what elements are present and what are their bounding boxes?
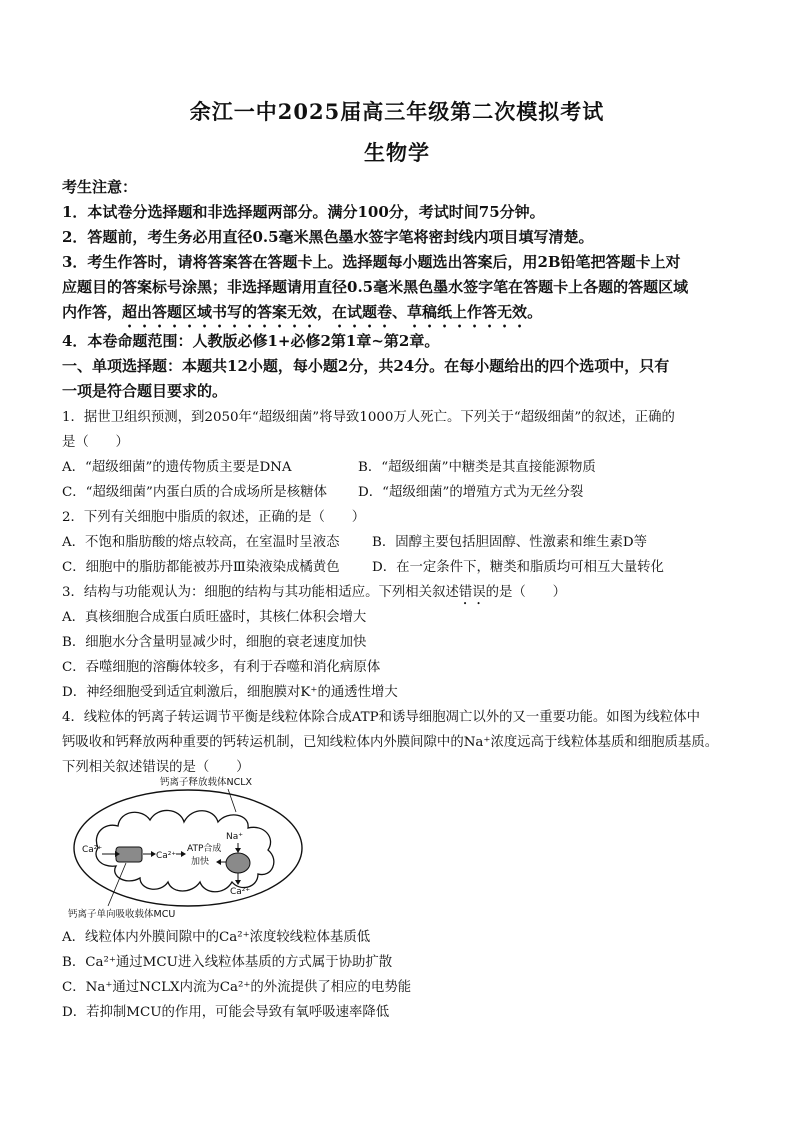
q3-option-d: D．神经细胞受到适宜刺激后，细胞膜对K⁺的通透性增大 — [62, 685, 398, 700]
section-heading-line-1: 一、单项选择题：本题共12小题，每小题2分，共24分。在每小题给出的四个选项中，只有 — [62, 357, 670, 375]
q1-option-b: B．“超级细菌”中糖类是其直接能源物质 — [358, 460, 596, 475]
q1-option-a: A．“超级细菌”的遗传物质主要是DNA — [62, 460, 292, 475]
q4-option-d: D．若抑制MCU的作用，可能会导致有氧呼吸速率降低 — [62, 1005, 390, 1020]
q2-option-a: A．不饱和脂肪酸的熔点较高，在室温时呈液态 — [62, 535, 340, 550]
q4-stem-line-3: 下列相关叙述错误的是（ ） — [62, 760, 250, 775]
notice-heading: 考生注意： — [62, 178, 138, 196]
q3-option-c: C．吞噬细胞的溶酶体较多，有利于吞噬和消化病原体 — [62, 660, 381, 675]
label-mcu: 钙离子单向吸收载体MCU — [68, 909, 176, 920]
q3-option-a: A．真核细胞合成蛋白质旺盛时，其核仁体积会增大 — [62, 610, 367, 625]
notice-item-4: 4．本卷命题范围：人教版必修1+必修2第1章~第2章。 — [62, 332, 440, 350]
section-heading-line-2: 一项是符合题目要求的。 — [62, 382, 228, 400]
notice-item-3-line-1: 3．考生作答时，请将答案答在答题卡上。选择题每小题选出答案后，用2B铅笔把答题卡上对 — [62, 253, 681, 271]
q2-option-b: B．固醇主要包括胆固醇、性激素和维生素D等 — [372, 535, 647, 550]
emphasis-text: 超出答题区域书写的答案无效 — [122, 303, 318, 321]
notice-text: 。 — [527, 303, 543, 321]
q1-option-d: D．“超级细菌”的增殖方式为无丝分裂 — [358, 485, 584, 500]
q3-stem — [62, 581, 566, 608]
q1-stem-line-2: 是（ ） — [62, 435, 129, 450]
q4-option-b: B．Ca²⁺通过MCU进入线粒体基质的方式属于协助扩散 — [62, 955, 393, 970]
q4-stem-line-2: 钙吸收和钙释放两种重要的钙转运机制，已知线粒体内外膜间隙中的Na⁺浓度远高于线粒体基质和细胞质基质。 — [62, 735, 719, 750]
exam-title: 余江一中2025届高三年级第二次模拟考试 — [189, 99, 605, 124]
q3-emphasis: 错误 — [458, 585, 486, 600]
notice-item-2: 2．答题前，考生务必用直径0.5毫米黑色墨水签字笔将密封线内项目填写清楚。 — [62, 228, 594, 246]
q3-stem-text: 的是（ ） — [485, 585, 566, 600]
q3-option-b: B．细胞水分含量明显减少时，细胞的衰老速度加快 — [62, 635, 367, 650]
label-nclx: 钙离子释放载体NCLX — [160, 777, 253, 788]
label-speed-up: 加快 — [191, 857, 210, 867]
notice-text: ， — [317, 303, 333, 321]
nclx-carrier — [226, 853, 250, 873]
mitochondria-figure — [68, 772, 314, 920]
notice-item-1: 1．本试卷分选择题和非选择题两部分。满分100分，考试时间75分钟。 — [62, 203, 545, 221]
q4-option-c: C．Na⁺通过NCLX内流为Ca²⁺的外流提供了相应的电势能 — [62, 980, 412, 995]
label-ca-left: Ca²⁺ — [82, 845, 103, 855]
label-atp-synthesis: ATP合成 — [187, 844, 222, 854]
q2-option-d: D．在一定条件下，糖类和脂质均可相互大量转化 — [372, 560, 664, 575]
label-ca-right: Ca²⁺ — [230, 887, 251, 897]
emphasis-text: 在试题卷、草稿纸上作答无效 — [332, 303, 528, 321]
arrow-head — [216, 859, 221, 865]
notice-item-3-line-3 — [62, 301, 542, 331]
notice-text: 内作答， — [62, 303, 123, 321]
q1-stem-line-1: 1．据世卫组织预测，到2050年“超级细菌”将导致1000万人死亡。下列关于“超级细菌”的叙述，正确的 — [62, 410, 675, 425]
notice-item-3-line-2: 应题目的答案标号涂黑；非选择题请用直径0.5毫米黑色墨水签字笔在答题卡上各题的答题区域 — [62, 278, 689, 296]
q2-option-c: C．细胞中的脂肪都能被苏丹Ⅲ染液染成橘黄色 — [62, 560, 340, 575]
arrow-head — [181, 851, 186, 857]
q4-option-a: A．线粒体内外膜间隙中的Ca²⁺浓度较线粒体基质低 — [62, 930, 371, 945]
arrow-head — [235, 848, 241, 853]
q4-stem-line-1: 4．线粒体的钙离子转运调节平衡是线粒体除合成ATP和诱导细胞凋亡以外的又一重要功能。如图为线粒体中 — [62, 710, 700, 725]
mcu-channel — [116, 847, 142, 862]
pointer-line — [108, 863, 126, 906]
q3-stem-text: 3．结构与功能观认为：细胞的结构与其功能相适应。下列相关叙述 — [62, 585, 459, 600]
subject-title: 生物学 — [364, 140, 430, 165]
pointer-line — [228, 789, 236, 812]
label-na: Na⁺ — [226, 832, 243, 842]
q1-option-c: C．“超级细菌”内蛋白质的合成场所是核糖体 — [62, 485, 327, 500]
q2-stem: 2．下列有关细胞中脂质的叙述，正确的是（ ） — [62, 510, 366, 525]
label-ca-mid: Ca²⁺ — [156, 851, 177, 861]
arrow-head — [235, 880, 241, 885]
